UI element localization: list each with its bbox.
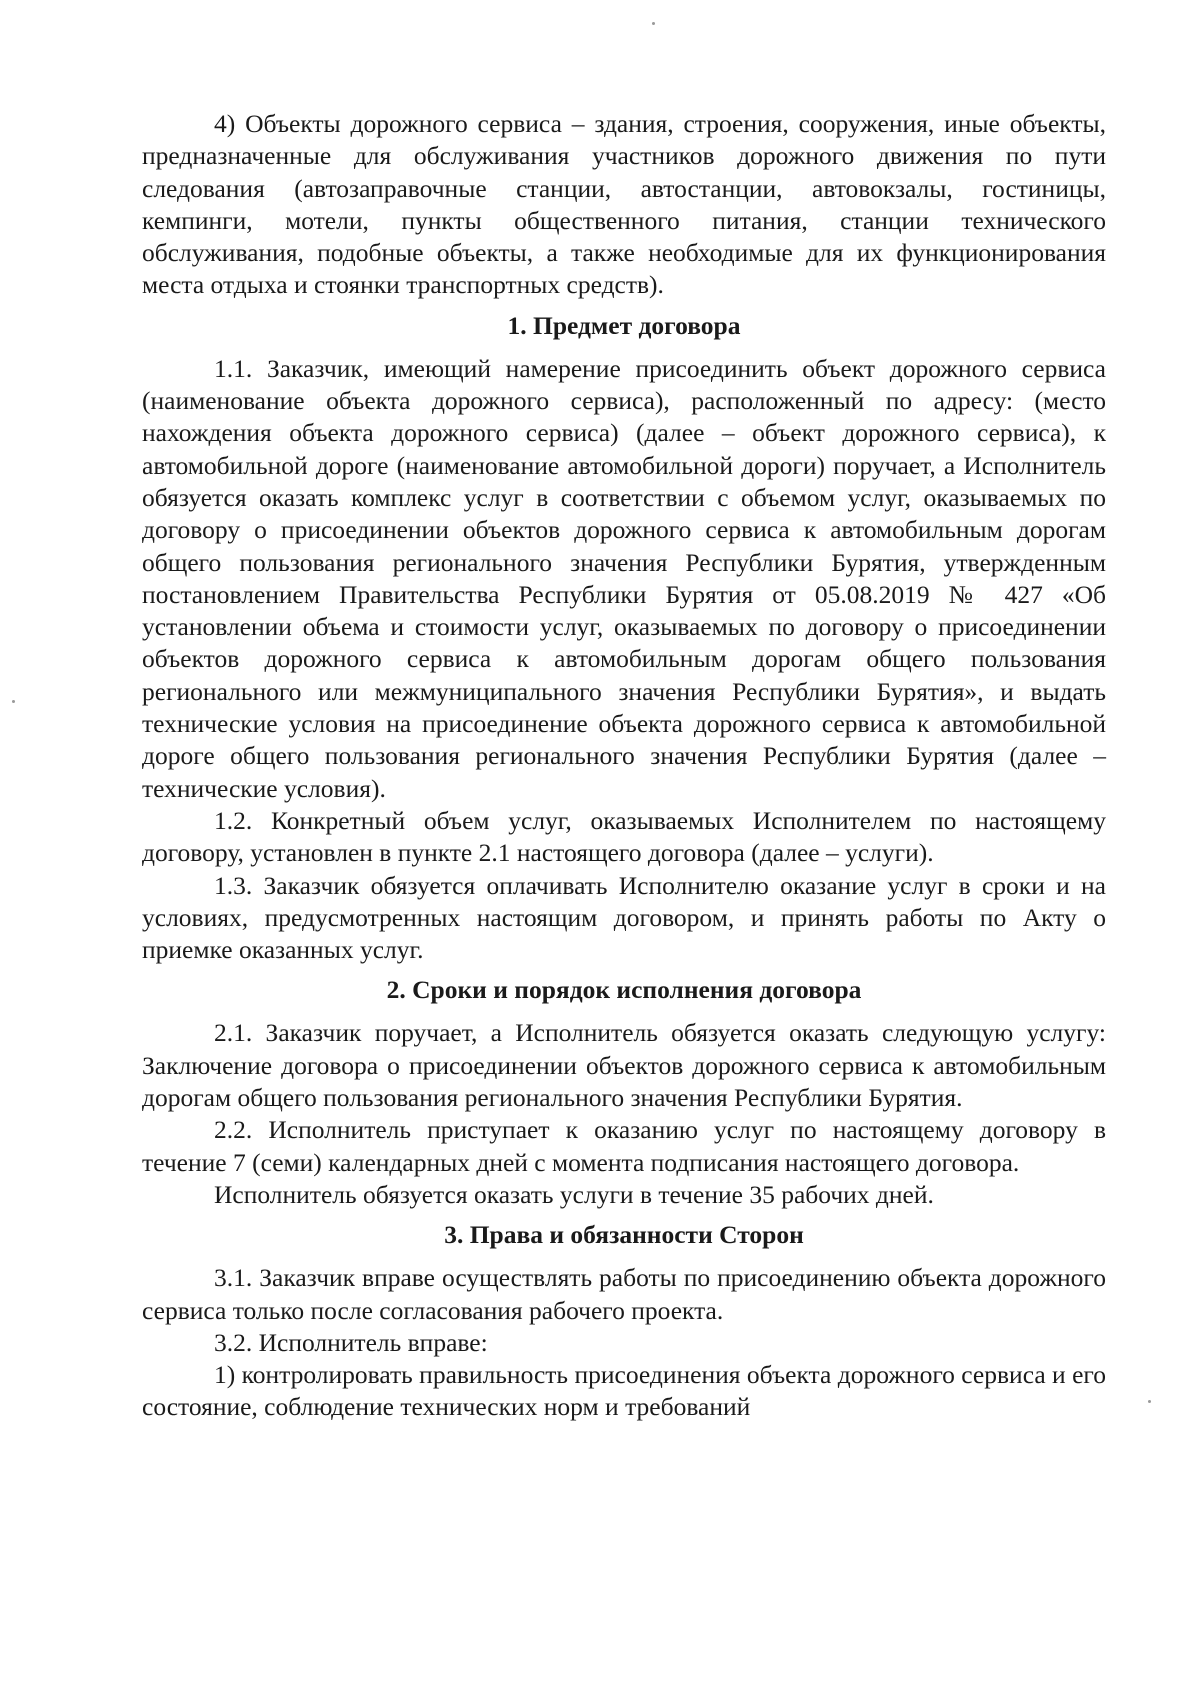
paragraph-3-1: 3.1. Заказчик вправе осуществлять работы по присоединению объекта дорожного сервиса только после согласования рабочего проекта. xyxy=(142,1263,1106,1325)
paragraph-1-2: 1.2. Конкретный объем услуг, оказываемых Исполнителем по настоящему договору, установлен в пункте 2.1 настоящего договора (далее – услуги). xyxy=(142,805,1106,868)
paragraph-2-1: 2.1. Заказчик поручает, а Исполнитель обязуется оказать следующую услугу: Заключение договора о присоединении объектов дорожного сервиса к автомобильным дорогам общего пользования регионального значения Республики Бурятия. xyxy=(142,1018,1106,1113)
paragraph-2-2: 2.2. Исполнитель приступает к оказанию услуг по настоящему договору в течение 7 (семи) календарных дней с момента подписания настоящего договора. xyxy=(142,1115,1106,1177)
paragraph-3-2: 3.2. Исполнитель вправе: xyxy=(214,1327,488,1357)
scan-speck xyxy=(1148,1400,1151,1403)
paragraph-1-1: 1.1. Заказчик, имеющий намерение присоединить объект дорожного сервиса (наименование объекта дорожного сервиса), расположенный по адресу: (место нахождения объекта дорожного сервиса) (далее – объект дорожного сервиса), к автомобильной дороге (наименование автомобильной дороги) поручает, а Исполнитель обязуется оказать комплекс услуг в соответствии с объемом услуг, оказываемых по договору о присоединении объектов дорожного сервиса к автомобильным дорогам общего пользования регионального значения Республики Бурятия, утвержденным постановлением Правительства Республики Бурятия от 05.08.2019 № 427 «Об установлении объема и стоимости услуг, оказываемых по договору о присоединении объектов дорожного сервиса к автомобильным дорогам общего пользования регионального или межмуниципального значения Республики Бурятия», и выдать технические условия на присоединение объекта дорожного сервиса к автомобильной дороге общего пользования регионального значения Республики Бурятия (далее – технические условия). xyxy=(142,353,1106,803)
paragraph-2-2-deadline: Исполнитель обязуется оказать услуги в течение 35 рабочих дней. xyxy=(214,1179,934,1209)
section-heading-subject: 1. Предмет договора xyxy=(507,310,741,340)
section-heading-rights: 3. Права и обязанности Сторон xyxy=(444,1220,804,1250)
paragraph-road-service-definition: 4) Объекты дорожного сервиса – здания, строения, сооружения, иные объекты, предназначенные для обслуживания участников дорожного движения по пути следования (автозаправочные станции, автостанции, автовокзалы, гостиницы, кемпинги, мотели, пункты общественного питания, станции технического обслуживания, подобные объекты, а также необходимые для их функционирования места отдыха и стоянки транспортных средств). xyxy=(142,109,1106,300)
scan-speck xyxy=(12,700,15,703)
paragraph-1-3: 1.3. Заказчик обязуется оплачивать Исполнителю оказание услуг в сроки и на условиях, предусмотренных настоящим договором, и принять работы по Акту о приемке оказанных услуг. xyxy=(142,870,1106,965)
paragraph-3-2-1: 1) контролировать правильность присоединения объекта дорожного сервиса и его состояние, соблюдение технических норм и требований xyxy=(142,1360,1106,1422)
scan-speck xyxy=(652,22,655,25)
section-heading-terms: 2. Сроки и порядок исполнения договора xyxy=(386,975,862,1005)
